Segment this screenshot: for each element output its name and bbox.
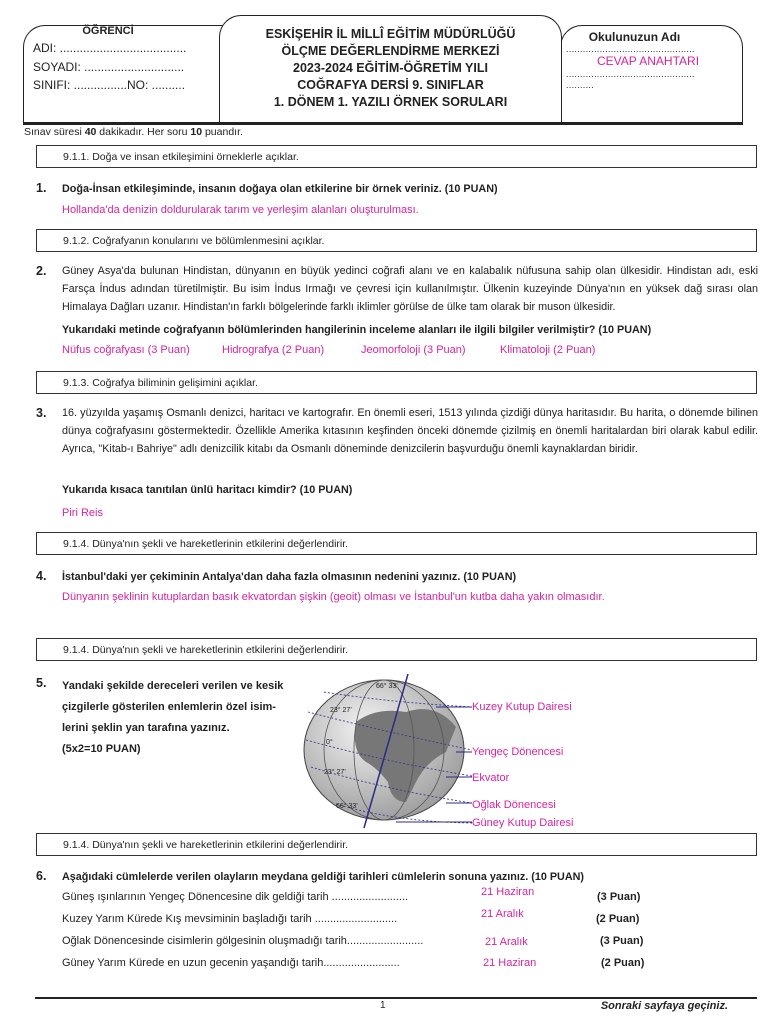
question-number: 5. [36, 676, 47, 690]
question-line: lerini şeklin yan tarafına yazınız. [62, 722, 230, 734]
header-divider [23, 122, 743, 125]
q6-row-text: Oğlak Dönencesinde cisimlerin gölgesinin oluşmadığı tarih......................... [62, 935, 424, 947]
objective-box: 9.1.1. Doğa ve insan etkileşimini örneklerle açıklar. [36, 145, 757, 168]
title-line: COĞRAFYA DERSİ 9. SINIFLAR [297, 78, 484, 92]
objective-box: 9.1.2. Coğrafyanın konularını ve bölümlenmesini açıklar. [36, 229, 757, 252]
question-number: 1. [36, 181, 47, 195]
answer-text: Piri Reis [62, 507, 103, 519]
answer-text: Hollanda'da denizin doldurularak tarım ve yerleşim alanları oluşturulması. [62, 204, 419, 216]
question-passage: Güney Asya'da bulunan Hindistan, dünyanın en büyük yedinci coğrafi alanı ve en kalabalık nüfusuna sahip olan ülkesidir. Hindistan adı, eski Farsça İndus adından türetilmiştir. Bu isim İndus Irmağı ve çevresi için kullanılmıştır. Ülkenin kuzeyinde Dünya'nın en yüksek dağ sırası olan Himalaya Dağları uzanır. Hindistan'ın farklı bölgelerinde farklı iklimler görülse de ülke tam olarak bir muson ülkesidir. [62, 265, 758, 313]
question-text: Aşağıdaki cümlelerde verilen olayların meydana geldiği tarihleri cümlelerin sonuna yazınız. (10 PUAN) [62, 871, 585, 883]
q6-row-text: Kuzey Yarım Kürede Kış mevsiminin başladığı tarih ........................... [62, 913, 398, 925]
title-line: ESKİŞEHİR İL MİLLÎ EĞİTİM MÜDÜRLÜĞÜ [265, 27, 516, 41]
student-box [23, 25, 249, 124]
globe-diagram [296, 672, 476, 832]
question-text: Yukarıda kısaca tanıtılan ünlü haritacı kimdir? (10 PUAN) [62, 484, 353, 496]
exam-info-text: dakikadır. Her soru [96, 126, 191, 138]
answer-label: Yengeç Dönencesi [472, 746, 564, 758]
question-number: 3. [36, 406, 47, 420]
exam-info-text: Sınav süresi [24, 126, 85, 138]
answer-item: Hidrografya (2 Puan) [222, 344, 325, 356]
question-text: İstanbul'daki yer çekiminin Antalya'dan daha fazla olmasının nedenini yazınız. (10 PUAN) [62, 571, 517, 583]
footer-divider [35, 997, 757, 999]
school-dots: .............................................. [566, 69, 695, 79]
answer-label: Ekvator [472, 772, 510, 784]
question-line: Yandaki şekilde dereceleri verilen ve kesik [62, 680, 284, 692]
q6-row-text: Güneş ışınlarının Yengeç Dönencesine dik geldiği tarih ......................... [62, 891, 409, 903]
school-title: Okulunuzun Adı [588, 30, 681, 44]
exam-points: 10 [190, 126, 203, 138]
q6-row-text: Güney Yarım Kürede en uzun gecenin yaşandığı tarih......................... [62, 957, 400, 969]
q6-row-points: (3 Puan) [600, 935, 644, 947]
answer-label: Güney Kutup Dairesi [472, 817, 574, 829]
answer-item: Nüfus coğrafyası (3 Puan) [62, 344, 190, 356]
surname-field[interactable]: SOYADI: .............................. [33, 60, 185, 74]
title-line: 2023-2024 EĞİTİM-ÖĞRETİM YILI [293, 61, 488, 75]
exam-minutes: 40 [84, 126, 97, 138]
latitude-label: 23° 27' [324, 769, 346, 776]
latitude-label: 0° [326, 739, 333, 746]
class-field[interactable]: SINIFI: ................NO: .......... [33, 78, 186, 92]
name-field[interactable]: ADI: ...................................... [33, 41, 187, 55]
q6-row-points: (2 Puan) [596, 913, 640, 925]
answer-item: Klimatoloji (2 Puan) [500, 344, 596, 356]
page-number: 1 [380, 1000, 386, 1011]
objective-box: 9.1.4. Dünya'nın şekli ve hareketlerinin etkilerini değerlendirir. [36, 532, 757, 555]
answer-item: Jeomorfoloji (3 Puan) [361, 344, 466, 356]
school-dots: .......... [566, 80, 595, 90]
q6-row-points: (2 Puan) [601, 957, 645, 969]
question-number: 2. [36, 264, 47, 278]
question-text: Doğa-İnsan etkileşiminde, insanın doğaya olan etkilerine bir örnek veriniz. (10 PUAN) [62, 183, 498, 195]
objective-box: 9.1.4. Dünya'nın şekli ve hareketlerinin etkilerini değerlendirir. [36, 638, 757, 661]
title-line: ÖLÇME DEĞERLENDİRME MERKEZİ [281, 44, 500, 58]
answer-label: Oğlak Dönencesi [472, 799, 556, 811]
question-passage: 16. yüzyılda yaşamış Osmanlı denizci, haritacı ve kartografır. En önemli eseri, 1513 yılında çizdiği dünya haritasıdır. Bu harita, o dönemde bilinen dünya coğrafyasını göstermektedir. Özellikle Amerika kıtasının keşfinden önceki dönemde çizilmiş en önemli haritalardan biri olarak kabul edilir. Ayrıca, "Kitab-ı Bahriye" adlı denizcilik kitabı da Osmanlı döneminde denizcilerin başvurduğu önemli kaynaklardan biridir. [62, 407, 758, 455]
q6-row-answer: 21 Haziran [483, 957, 537, 969]
latitude-label: 23° 27' [330, 707, 352, 714]
answer-label: Kuzey Kutup Dairesi [472, 701, 572, 713]
exam-info-text: puandır. [202, 126, 243, 138]
latitude-label: 66° 33' [376, 683, 398, 690]
school-name-value[interactable]: CEVAP ANAHTARI [597, 54, 700, 68]
student-title: ÖĞRENCİ [82, 25, 134, 37]
exam-info [24, 126, 243, 138]
question-number: 6. [36, 869, 47, 883]
q6-row-points: (3 Puan) [597, 891, 641, 903]
answer-text: Dünyanın şeklinin kutuplardan basık ekvatordan şişkin (geoit) olması ve İstanbul'un kutba daha yakın olmasıdır. [62, 591, 605, 603]
next-page-note: Sonraki sayfaya geçiniz. [600, 1000, 728, 1012]
objective-box: 9.1.3. Coğrafya biliminin gelişimini açıklar. [36, 371, 757, 394]
header-title [219, 26, 562, 111]
question-line: çizgilerle gösterilen enlemlerin özel isim- [62, 701, 276, 713]
latitude-label: 66° 33' [336, 803, 358, 810]
q6-row-answer: 21 Aralık [481, 908, 524, 920]
question-text [62, 676, 283, 760]
question-number: 4. [36, 569, 47, 583]
q6-row-answer: 21 Aralık [485, 936, 528, 948]
q6-row-answer: 21 Haziran [481, 886, 535, 898]
school-dots: .............................................. [566, 44, 695, 54]
question-line: (5x2=10 PUAN) [62, 743, 141, 755]
objective-box: 9.1.4. Dünya'nın şekli ve hareketlerinin etkilerini değerlendirir. [36, 833, 757, 856]
title-line: 1. DÖNEM 1. YAZILI ÖRNEK SORULARI [273, 95, 508, 109]
question-text: Yukarıdaki metinde coğrafyanın bölümlerinden hangilerinin inceleme alanları ile ilgili bilgiler verilmiştir? (10 PUAN) [62, 324, 652, 336]
